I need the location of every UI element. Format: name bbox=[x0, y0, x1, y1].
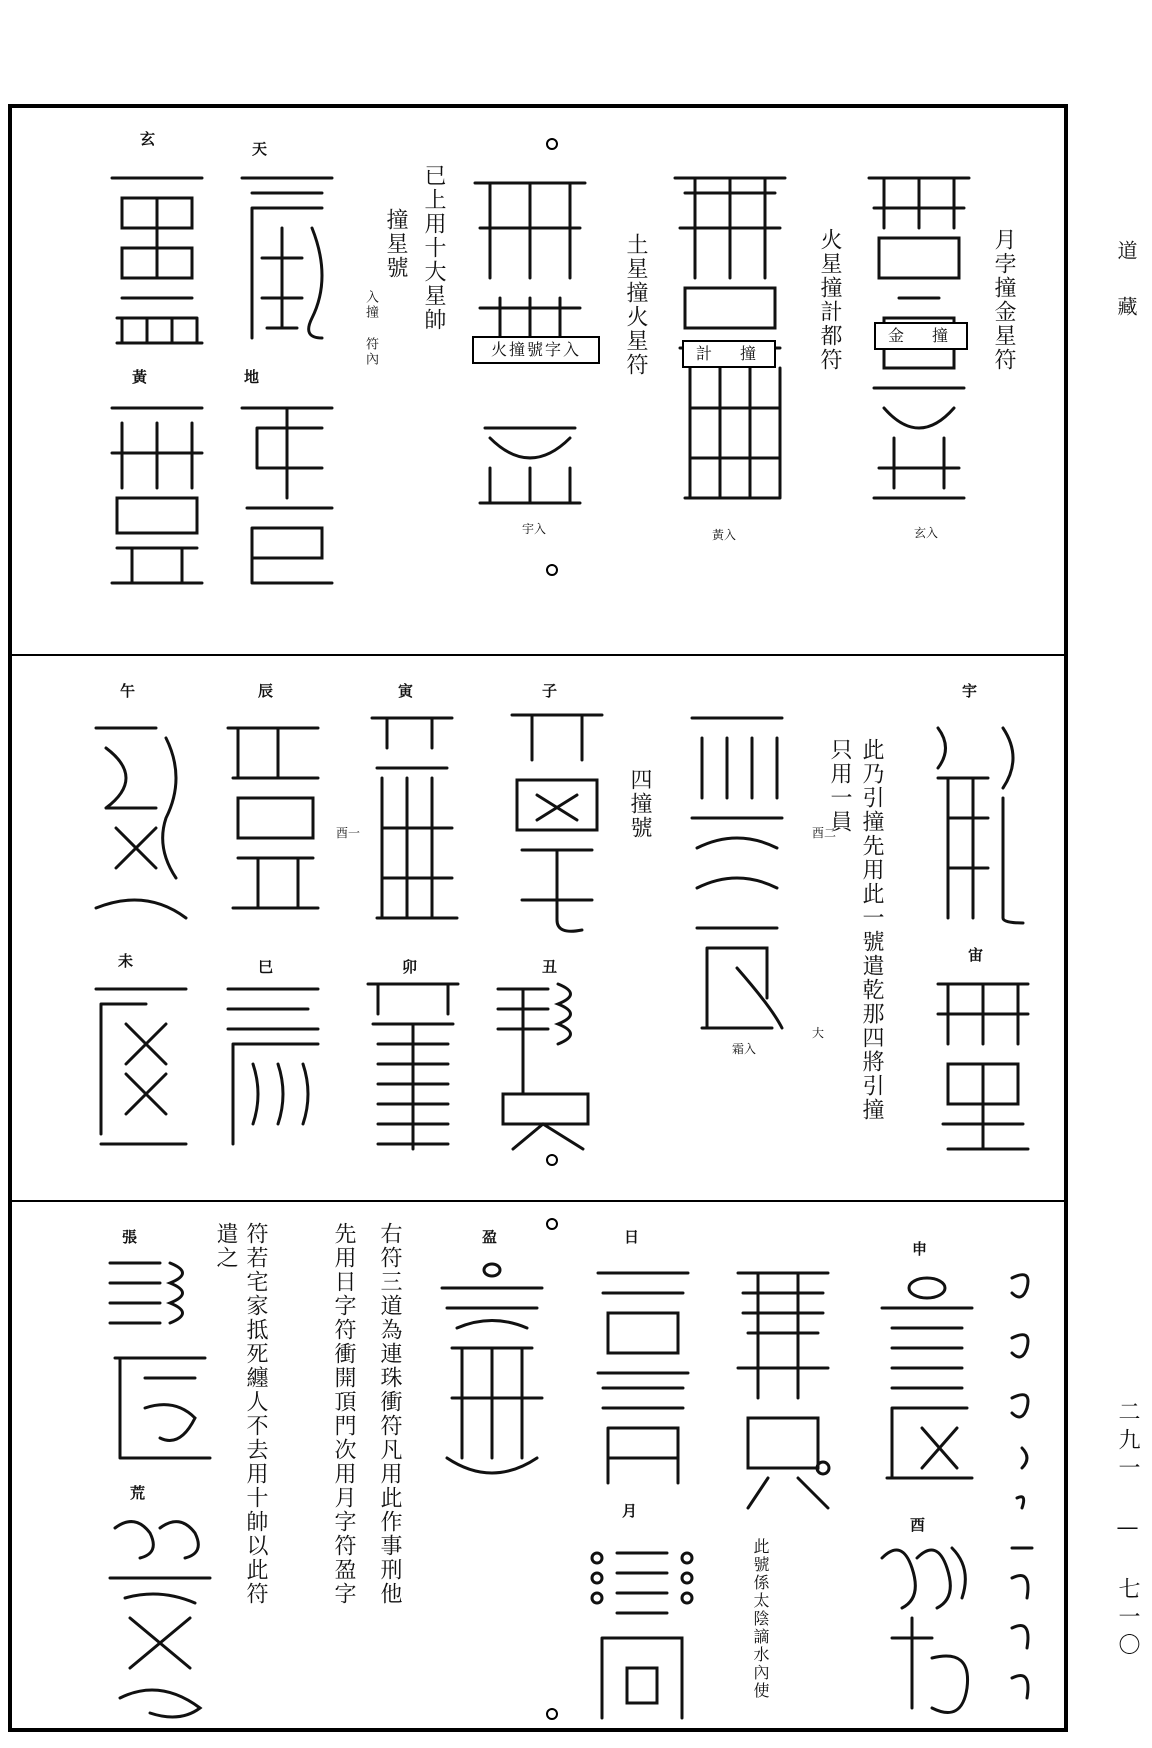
taiyin-note: 此號係太陰謫水內使 bbox=[751, 1538, 770, 1700]
label-mao: 卯 bbox=[402, 958, 418, 976]
label-yuru: 宇入 bbox=[522, 522, 547, 536]
send-text: 遣之 bbox=[213, 1222, 238, 1270]
talisman-fire-ji bbox=[670, 168, 790, 508]
page-number: 二九一 — 七一〇 bbox=[1115, 1400, 1140, 1661]
circle-mark bbox=[546, 1154, 558, 1166]
circle-mark bbox=[546, 564, 558, 576]
ten-stars-note: 入撞 符內 bbox=[363, 290, 378, 367]
talisman-yu bbox=[928, 718, 1028, 928]
circle-mark bbox=[546, 1708, 558, 1720]
label-zi: 子 bbox=[542, 682, 558, 700]
label-yue: 月 bbox=[622, 1502, 638, 1520]
talisman-wave-column bbox=[1002, 1258, 1042, 1728]
circle-mark bbox=[546, 138, 558, 150]
house-charm-text: 符若宅家抵死纏人不去用十帥以此符 bbox=[243, 1222, 268, 1606]
label-zhou: 宙 bbox=[968, 946, 984, 964]
label-wei: 未 bbox=[118, 952, 134, 970]
lead-summon-text: 此乃引撞先用此一號遣乾那四將引撞 bbox=[859, 738, 884, 1122]
label-xuanru: 玄入 bbox=[914, 526, 939, 540]
talisman-wu bbox=[86, 718, 196, 928]
box-earth-ji: 計 撞 bbox=[682, 340, 776, 368]
talisman-ying bbox=[432, 1258, 552, 1488]
fire-title: 火星撞計都符 bbox=[817, 228, 842, 372]
talisman-shen bbox=[872, 1268, 982, 1488]
label-chen: 辰 bbox=[258, 682, 274, 700]
moon-title: 月孛撞金星符 bbox=[991, 228, 1016, 372]
talisman-chen bbox=[218, 718, 328, 918]
talisman-wei bbox=[86, 974, 196, 1154]
label-huang: 黃 bbox=[132, 368, 148, 386]
label-shuangru: 霜入 bbox=[732, 1042, 757, 1056]
first-use-text: 先用日字符衝開頂門次用月字符盈字 bbox=[331, 1222, 356, 1606]
label-huangru: 黃入 bbox=[712, 528, 737, 542]
page-frame bbox=[8, 104, 1068, 1732]
circle-mark bbox=[546, 1218, 558, 1230]
panel-divider-1 bbox=[12, 654, 1064, 656]
panel-divider-2 bbox=[12, 1200, 1064, 1202]
talisman-huang2 bbox=[100, 1508, 220, 1728]
right-charm-text: 右符三道為連珠衝符凡用此作事刑他 bbox=[377, 1222, 402, 1606]
label-yin: 寅 bbox=[398, 682, 414, 700]
ten-stars-line2: 撞星號 bbox=[383, 208, 408, 280]
label-you-2: 酉二 bbox=[812, 826, 837, 840]
only-one-text: 只用一員 bbox=[827, 738, 852, 834]
talisman-you bbox=[872, 1528, 982, 1728]
talisman-zi bbox=[502, 700, 612, 940]
talisman-zhou bbox=[928, 964, 1038, 1154]
label-tian: 天 bbox=[252, 140, 268, 158]
label-wu: 午 bbox=[120, 682, 136, 700]
talisman-ri bbox=[588, 1258, 698, 1488]
label-zhang: 張 bbox=[122, 1228, 138, 1246]
talisman-xuan bbox=[102, 168, 212, 348]
label-xuan: 玄 bbox=[140, 130, 156, 148]
talisman-shuang bbox=[682, 708, 792, 1038]
label-you-1: 酉一 bbox=[336, 826, 361, 840]
label-di: 地 bbox=[244, 368, 260, 386]
label-si: 巳 bbox=[258, 958, 274, 976]
talisman-yin bbox=[362, 708, 462, 928]
talisman-zhang bbox=[100, 1248, 220, 1468]
talisman-huang bbox=[102, 398, 212, 588]
label-shen: 申 bbox=[912, 1240, 928, 1258]
earth-title: 土星撞火星符 bbox=[623, 233, 648, 377]
label-yu: 宇 bbox=[962, 682, 978, 700]
box-ten-stars: 火撞號字入 bbox=[472, 336, 600, 364]
talisman-mao bbox=[358, 974, 468, 1154]
four-strikes-title: 四撞號 bbox=[627, 768, 652, 840]
label-chou: 丑 bbox=[542, 958, 558, 976]
talisman-yue bbox=[582, 1538, 702, 1728]
talisman-si bbox=[218, 974, 328, 1154]
label-ri: 日 bbox=[624, 1228, 640, 1246]
talisman-tian bbox=[232, 168, 342, 348]
label-ying: 盈 bbox=[482, 1228, 498, 1246]
label-huang2: 荒 bbox=[130, 1484, 146, 1502]
talisman-di bbox=[232, 398, 342, 588]
canon-title: 道 藏 bbox=[1114, 240, 1138, 322]
talisman-chou bbox=[488, 974, 598, 1154]
ten-stars-title: 已上用十大星帥 bbox=[421, 164, 446, 332]
box-moon-gold: 金 撞 bbox=[874, 322, 968, 350]
label-da: 大 bbox=[812, 1026, 825, 1040]
label-you: 酉 bbox=[910, 1516, 926, 1534]
talisman-taiyin bbox=[728, 1258, 838, 1518]
